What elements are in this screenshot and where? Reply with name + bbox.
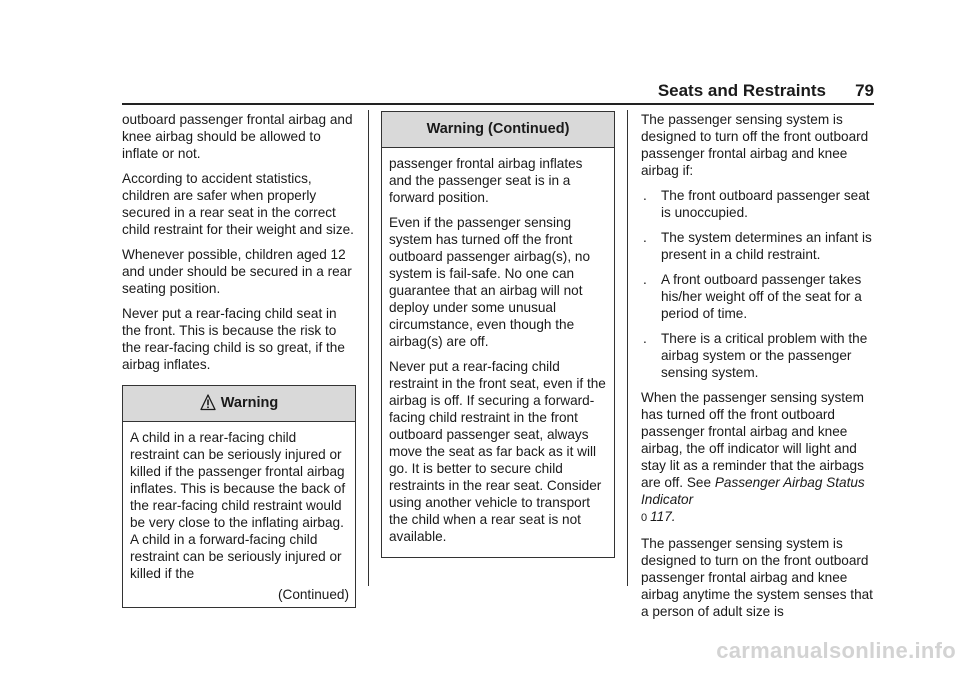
bullet-marker: .: [643, 230, 647, 245]
page-header: [122, 80, 874, 104]
page-reference[interactable]: 117.: [650, 509, 676, 524]
paragraph: [641, 389, 875, 527]
paragraph-text: When the passenger sensing system has turned off the front outboard passenger frontal airbag and knee airbag, the off indicator will light and stay lit as a reminder that the airbags are off. See: [641, 390, 864, 490]
list-item: [641, 229, 875, 263]
list-item-text: The system determines an infant is present in a child restraint.: [661, 230, 872, 262]
section-title: Seats and Restraints: [657, 81, 826, 100]
column-divider: [368, 110, 369, 586]
bullet-marker: .: [643, 272, 647, 287]
warning-header: [123, 386, 355, 422]
header-rule: [122, 103, 874, 105]
warning-paragraph: passenger frontal airbag inflates and the passenger seat is in a forward position.: [389, 156, 583, 205]
watermark: carmanualsonline.info: [716, 638, 956, 663]
column-left: [122, 111, 356, 608]
warning-paragraph: Never put a rear-facing child restraint in the front seat, even if the airbag is off. If securing a forward-facing child restraint in the front outboard passenger seat, always move the seat as far back as it will go. It is better to secure child restraints in the rear seat. Consider using another vehicle to transport the child when a rear seat is not available.: [389, 359, 606, 544]
paragraph: According to accident statistics, children are safer when properly secured in a rear seat in the correct child restraint for their weight and size.: [122, 171, 354, 237]
list-item-text: There is a critical problem with the airbag system or the passenger sensing system.: [661, 331, 868, 380]
list-item-text: The front outboard passenger seat is unoccupied.: [661, 188, 870, 220]
cross-reference-link[interactable]: Passenger Airbag Status Indicator: [641, 475, 865, 507]
warning-continued-header: Warning (Continued): [382, 112, 614, 148]
column-right: [641, 111, 875, 628]
page-ref-arrow-icon: 0: [641, 512, 648, 524]
warning-continued-box: [381, 111, 615, 558]
page-number: 79: [855, 81, 874, 100]
warning-title: Warning: [220, 395, 279, 411]
bullet-marker: .: [643, 331, 647, 346]
list-item: [641, 330, 875, 381]
paragraph: Whenever possible, children aged 12 and under should be secured in a rear seating position.: [122, 247, 352, 296]
column-middle: [381, 111, 615, 558]
paragraph: The passenger sensing system is designed to turn on the front outboard passenger frontal airbag and knee airbag anytime the system senses that a person of adult size is: [641, 536, 873, 619]
list-item-text: A front outboard passenger takes his/her weight off of the seat for a period of time.: [661, 272, 862, 321]
column-divider: [627, 110, 628, 586]
list-item: [641, 187, 875, 221]
warning-paragraph: Even if the passenger sensing system has turned off the front outboard passenger airbag(s), no system is fail-safe. No one can guarantee that an airbag will not deploy under some unusual circumstance, even though the airbag(s) are off.: [389, 215, 591, 349]
paragraph: outboard passenger frontal airbag and knee airbag should be allowed to inflate or not.: [122, 112, 353, 161]
warning-text: A child in a rear-facing child restraint can be seriously injured or killed if the passenger frontal airbag inflates. This is because the back of the rear-facing child restraint would be very close to the inflating airbag. A child in a forward-facing child restraint can be seriously injured or killed if the: [130, 430, 346, 581]
list-item: [641, 271, 875, 322]
bullet-marker: .: [643, 188, 647, 203]
paragraph: The passenger sensing system is designed to turn off the front outboard passenger frontal airbag and knee airbag if:: [641, 112, 869, 178]
warning-box: [122, 385, 356, 608]
paragraph: Never put a rear-facing child seat in the front. This is because the risk to the rear-facing child is so great, if the airbag inflates.: [122, 306, 345, 372]
continued-label: (Continued): [277, 587, 349, 602]
warning-triangle-icon: [200, 390, 216, 425]
